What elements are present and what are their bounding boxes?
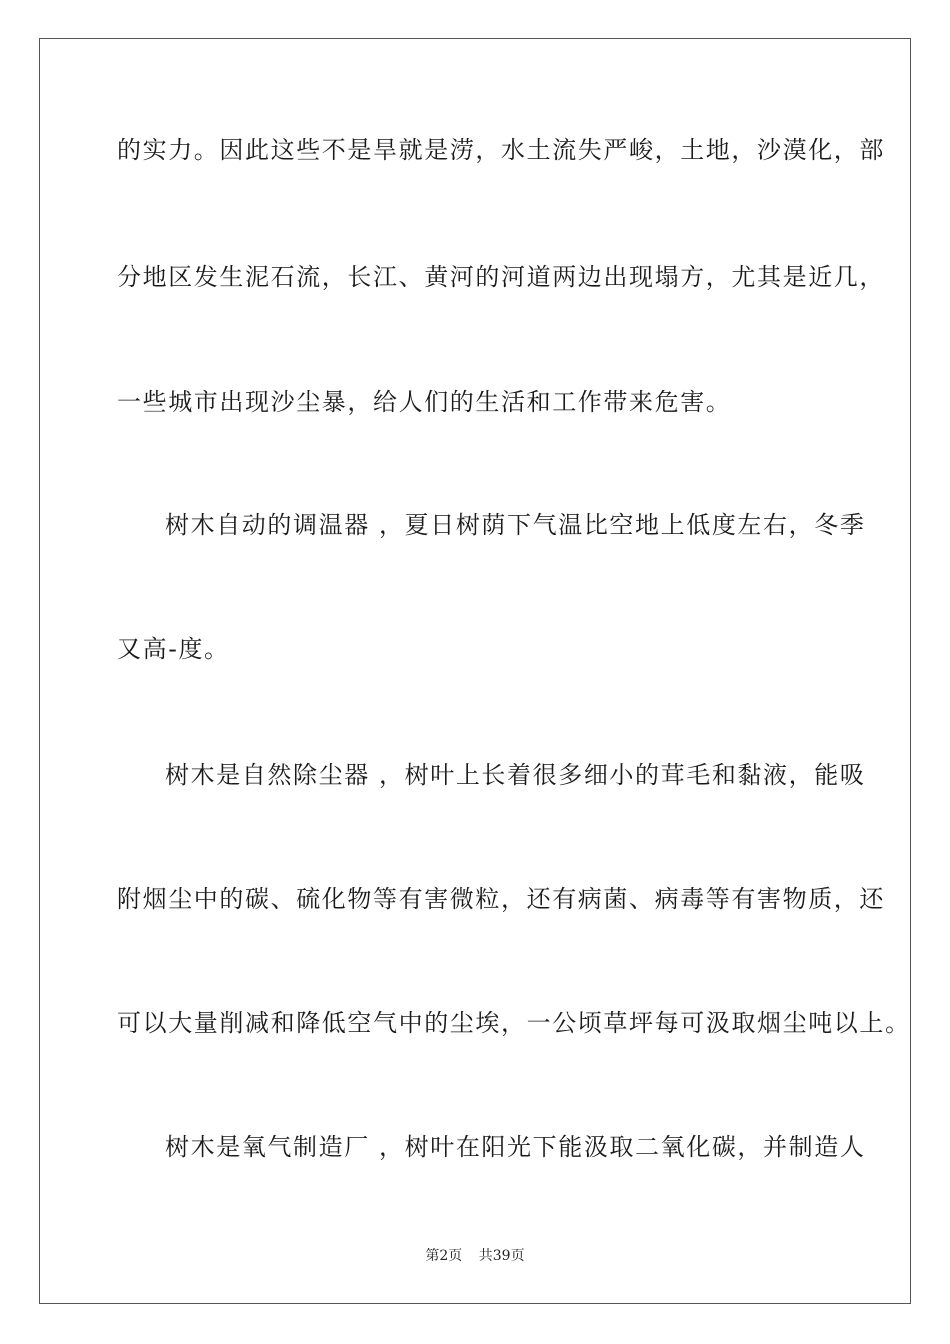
text-line: 一些城市出现沙尘暴，给人们的生活和工作带来危害。	[117, 388, 732, 416]
paragraph-start: 树木是氧气制造厂 ，树叶在阳光下能汲取二氧化碳，并制造人	[165, 1133, 866, 1161]
page-footer	[0, 1247, 950, 1265]
page-border	[39, 38, 911, 1304]
paragraph-start: 树木自动的调温器 ，夏日树荫下气温比空地上低度左右，冬季	[165, 511, 866, 539]
text-line: 的实力。因此这些不是旱就是涝，水土流失严峻，土地，沙漠化，部	[117, 136, 885, 164]
paragraph-start: 树木是自然除尘器 ，树叶上长着很多细小的茸毛和黏液，能吸	[165, 761, 866, 789]
page-number: 第2页	[425, 1248, 463, 1264]
text-line: 可以大量削减和降低空气中的尘埃，一公顷草坪每可汲取烟尘吨以上。	[117, 1009, 911, 1037]
page-total: 共39页	[478, 1248, 525, 1264]
text-line: 附烟尘中的碳、硫化物等有害微粒，还有病菌、病毒等有害物质，还	[117, 885, 885, 913]
text-line: 又高-度。	[117, 635, 230, 663]
text-line: 分地区发生泥石流，长江、黄河的河道两边出现塌方，尤其是近几，	[117, 263, 885, 291]
